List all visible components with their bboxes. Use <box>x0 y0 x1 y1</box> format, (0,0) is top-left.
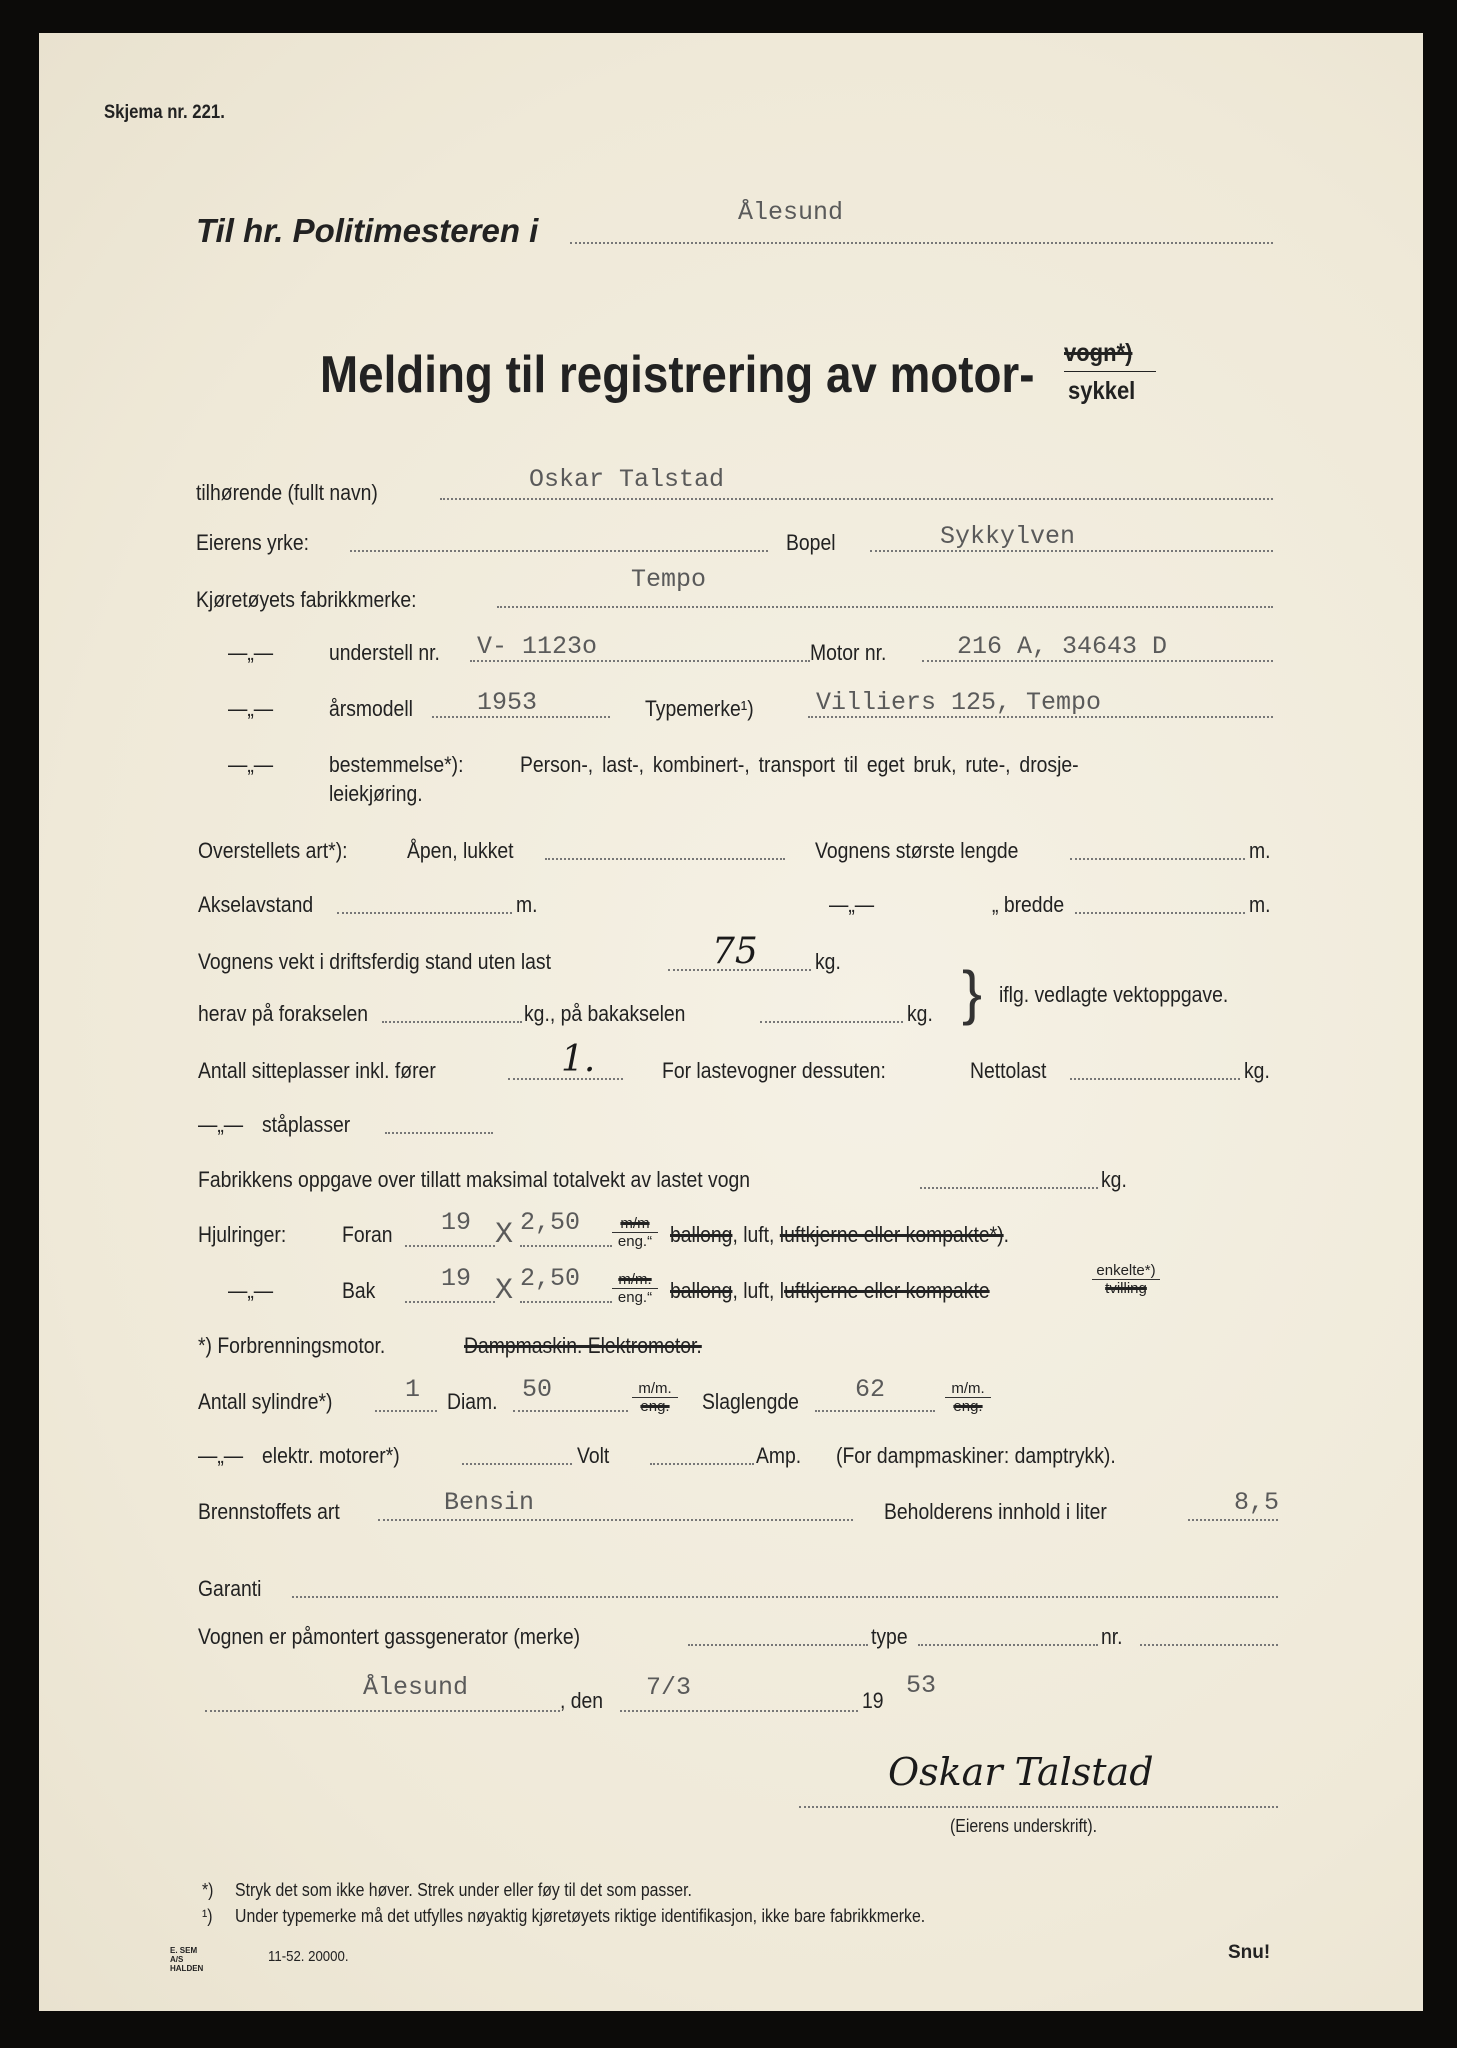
front-axle-field <box>382 1021 522 1023</box>
ditto-mark: —„— <box>829 892 875 917</box>
rear-axle-unit: kg. <box>907 1001 933 1026</box>
occupation-field <box>350 550 768 552</box>
tires-front-types <box>670 1222 1009 1248</box>
amp-label: Amp. <box>756 1443 802 1468</box>
steam-note: (For dampmaskiner: damptrykk). <box>836 1443 1116 1468</box>
tires-front-size1: 19 <box>441 1208 472 1237</box>
type-mark-value: Villiers 125, Tempo <box>816 688 1102 717</box>
max-weight-field <box>920 1187 1098 1189</box>
tank-label: Beholderens innhold i liter <box>884 1499 1107 1524</box>
place-field <box>205 1710 560 1712</box>
unit-bottom: eng. <box>953 1398 983 1415</box>
year-value: 53 <box>906 1671 937 1700</box>
weight-value: 75 <box>712 931 758 972</box>
printer-edition: 11-52. 20000. <box>268 1948 349 1965</box>
tires-rear-unit <box>612 1271 658 1306</box>
motor-value: 216 A, 34643 D <box>957 632 1168 661</box>
weight-label: Vognens vekt i driftsferdig stand uten last <box>198 949 551 974</box>
tires-rear-types <box>670 1278 990 1304</box>
unit-bottom: eng.“ <box>617 1289 653 1306</box>
struck-option: ballong <box>670 1278 733 1303</box>
weight-note: iflg. vedlagte vektoppgave. <box>999 982 1229 1007</box>
form-number: Skjema nr. 221. <box>104 102 225 123</box>
title-option-kept: sykkel <box>1068 377 1136 405</box>
ditto-mark: —„— <box>228 640 274 665</box>
unit-bottom: eng.“ <box>617 1233 653 1250</box>
diameter-label: Diam. <box>447 1389 498 1414</box>
kept-option: , luft, l <box>732 1278 785 1303</box>
chassis-label: understell nr. <box>329 640 440 665</box>
diameter-unit <box>632 1380 678 1415</box>
gas-type-label: type <box>871 1624 908 1649</box>
net-load-label: Nettolast <box>970 1058 1047 1083</box>
volt-field <box>462 1463 572 1465</box>
page-title: Melding til registrering av motor- <box>320 346 1035 404</box>
title-divider <box>1064 371 1156 372</box>
unit-top: m/m <box>612 1215 658 1233</box>
printer-name: E. SEM A/S HALDEN <box>170 1946 204 1973</box>
cargo-label: For lastevogner dessuten: <box>662 1058 886 1083</box>
fuel-value: Bensin <box>444 1488 535 1517</box>
width-label: „ bredde <box>992 892 1065 917</box>
tires-label: Hjulringer: <box>198 1222 287 1247</box>
addressee-value: Ålesund <box>738 198 844 227</box>
gas-nr-field <box>1140 1644 1278 1646</box>
fuel-label: Brennstoffets art <box>198 1499 340 1524</box>
tires-front-size1-field <box>405 1245 495 1247</box>
tires-front-size2: 2,50 <box>520 1208 581 1237</box>
footnote-text: Under typemerke må det utfylles nøyaktig kjøretøyets riktige identifikasjon, ikke bare fabrikkmerke. <box>235 1906 926 1926</box>
struck-option: luftkjerne eller kompakte*) <box>779 1222 1004 1247</box>
footnote-mark: ¹) <box>202 1906 213 1926</box>
net-load-field <box>1070 1078 1240 1080</box>
date-value: 7/3 <box>646 1673 692 1702</box>
stroke-label: Slaglengde <box>702 1389 799 1414</box>
tires-rear-label: Bak <box>342 1278 376 1303</box>
tank-field <box>1188 1519 1278 1521</box>
option-twin: tvilling <box>1105 1280 1147 1297</box>
make-field <box>497 606 1273 608</box>
diameter-value: 50 <box>522 1375 553 1404</box>
tires-front-times: X <box>495 1218 514 1252</box>
brace-symbol: } <box>962 959 983 1026</box>
option-single: enkelte*) <box>1092 1262 1160 1280</box>
addressee-line <box>570 242 1273 244</box>
ditto-mark: —„— <box>228 752 274 777</box>
century-label: 19 <box>862 1688 884 1713</box>
purpose-label: bestemmelse*): <box>329 752 464 777</box>
tires-rear-size1: 19 <box>441 1264 472 1293</box>
cylinders-field <box>375 1410 437 1412</box>
unit-top: m/m. <box>945 1380 991 1398</box>
struck-option: uftkjerne eller kompakte <box>784 1278 990 1303</box>
tires-rear-size2: 2,50 <box>520 1264 581 1293</box>
gas-generator-label: Vognen er påmontert gassgenerator (merke) <box>198 1624 581 1649</box>
body-field <box>545 858 785 860</box>
stroke-value: 62 <box>855 1375 886 1404</box>
signature-line <box>799 1806 1278 1808</box>
occupation-label: Eierens yrke: <box>196 530 309 555</box>
tank-value: 8,5 <box>1234 1488 1280 1517</box>
gas-generator-field <box>688 1644 868 1646</box>
tires-rear-mount <box>1092 1262 1160 1297</box>
kept-option: , luft, <box>732 1222 780 1247</box>
ditto-mark: —„— <box>228 1278 274 1303</box>
title-option-struck: vogn*) <box>1064 339 1133 367</box>
ditto-mark: —„— <box>198 1112 244 1137</box>
period: . <box>1003 1222 1009 1247</box>
unit-top: m/m. <box>632 1380 678 1398</box>
struck-option: ballong <box>670 1222 733 1247</box>
amp-field <box>650 1463 754 1465</box>
tires-rear-size1-field <box>405 1301 495 1303</box>
seats-label: Antall sitteplasser inkl. fører <box>198 1058 436 1083</box>
gas-nr-label: nr. <box>1101 1624 1123 1649</box>
standing-field <box>385 1132 493 1134</box>
engine-type-struck: Dampmaskin. Elektromotor. <box>464 1333 702 1358</box>
tires-rear-size2-field <box>520 1301 612 1303</box>
unit-top: m/m. <box>612 1271 658 1289</box>
tires-front-size2-field <box>520 1245 612 1247</box>
purpose-options: Person-, last-, kombinert-, transport til eget bruk, rute-, drosje- <box>520 752 1079 777</box>
owner-value: Oskar Talstad <box>529 465 725 494</box>
residence-label: Bopel <box>786 530 836 555</box>
footnote-mark: *) <box>202 1880 214 1900</box>
make-value: Tempo <box>631 565 707 594</box>
wheelbase-field <box>337 912 512 914</box>
length-label: Vognens største lengde <box>815 838 1019 863</box>
front-axle-unit: kg., på bakakselen <box>524 1001 686 1026</box>
owner-field <box>440 498 1273 500</box>
engine-type-kept: *) Forbrenningsmotor. <box>198 1333 386 1358</box>
signature: Oskar Talstad <box>888 1750 1154 1794</box>
front-axle-label: herav på forakselen <box>198 1001 369 1026</box>
stroke-unit <box>945 1380 991 1415</box>
max-weight-label: Fabrikkens oppgave over tillatt maksimal totalvekt av lastet vogn <box>198 1167 751 1192</box>
seats-value: 1. <box>561 1039 596 1080</box>
chassis-value: V- 1123o <box>477 632 598 661</box>
footnote-text: Stryk det som ikke høver. Strek under eller føy til det som passer. <box>235 1880 692 1900</box>
tires-rear-times: X <box>495 1274 514 1308</box>
body-label: Overstellets art*): <box>198 838 348 863</box>
guarantee-label: Garanti <box>198 1576 262 1601</box>
length-field <box>1070 858 1245 860</box>
diameter-field <box>513 1410 628 1412</box>
purpose-options-cont: leiekjøring. <box>329 781 423 806</box>
volt-label: Volt <box>577 1443 610 1468</box>
ditto-mark: —„— <box>228 696 274 721</box>
max-weight-unit: kg. <box>1101 1167 1127 1192</box>
weight-unit: kg. <box>815 949 841 974</box>
width-unit: m. <box>1249 892 1271 917</box>
tires-front-unit <box>612 1215 658 1250</box>
make-label: Kjøretøyets fabrikkmerke: <box>196 587 417 612</box>
rear-axle-field <box>760 1021 903 1023</box>
residence-value: Sykkylven <box>940 522 1076 551</box>
length-unit: m. <box>1249 838 1271 863</box>
cylinders-value: 1 <box>405 1375 421 1404</box>
type-mark-label: Typemerke¹) <box>645 696 754 721</box>
electric-label: elektr. motorer*) <box>262 1443 400 1468</box>
tires-front-label: Foran <box>342 1222 393 1247</box>
guarantee-field <box>292 1596 1278 1598</box>
turn-over-note: Snu! <box>1228 1942 1271 1963</box>
owner-label: tilhørende (fullt navn) <box>196 480 378 505</box>
fuel-field <box>378 1519 853 1521</box>
addressee-label: Til hr. Politimesteren i <box>196 212 539 249</box>
den-label: , den <box>560 1688 604 1713</box>
signature-label: (Eierens underskrift). <box>950 1816 1098 1836</box>
net-load-unit: kg. <box>1244 1058 1270 1083</box>
motor-label: Motor nr. <box>810 640 887 665</box>
ditto-mark: —„— <box>198 1443 244 1468</box>
gas-type-field <box>918 1644 1098 1646</box>
body-value: Åpen, lukket <box>407 838 514 863</box>
stroke-field <box>815 1410 935 1412</box>
cylinders-label: Antall sylindre*) <box>198 1389 333 1414</box>
width-field <box>1075 912 1245 914</box>
model-year-value: 1953 <box>477 688 538 717</box>
date-field <box>620 1710 858 1712</box>
unit-bottom: eng. <box>640 1398 670 1415</box>
standing-label: ståplasser <box>262 1112 351 1137</box>
place-value: Ålesund <box>363 1673 469 1702</box>
model-year-label: årsmodell <box>329 696 413 721</box>
wheelbase-label: Akselavstand <box>198 892 314 917</box>
wheelbase-unit: m. <box>516 892 538 917</box>
